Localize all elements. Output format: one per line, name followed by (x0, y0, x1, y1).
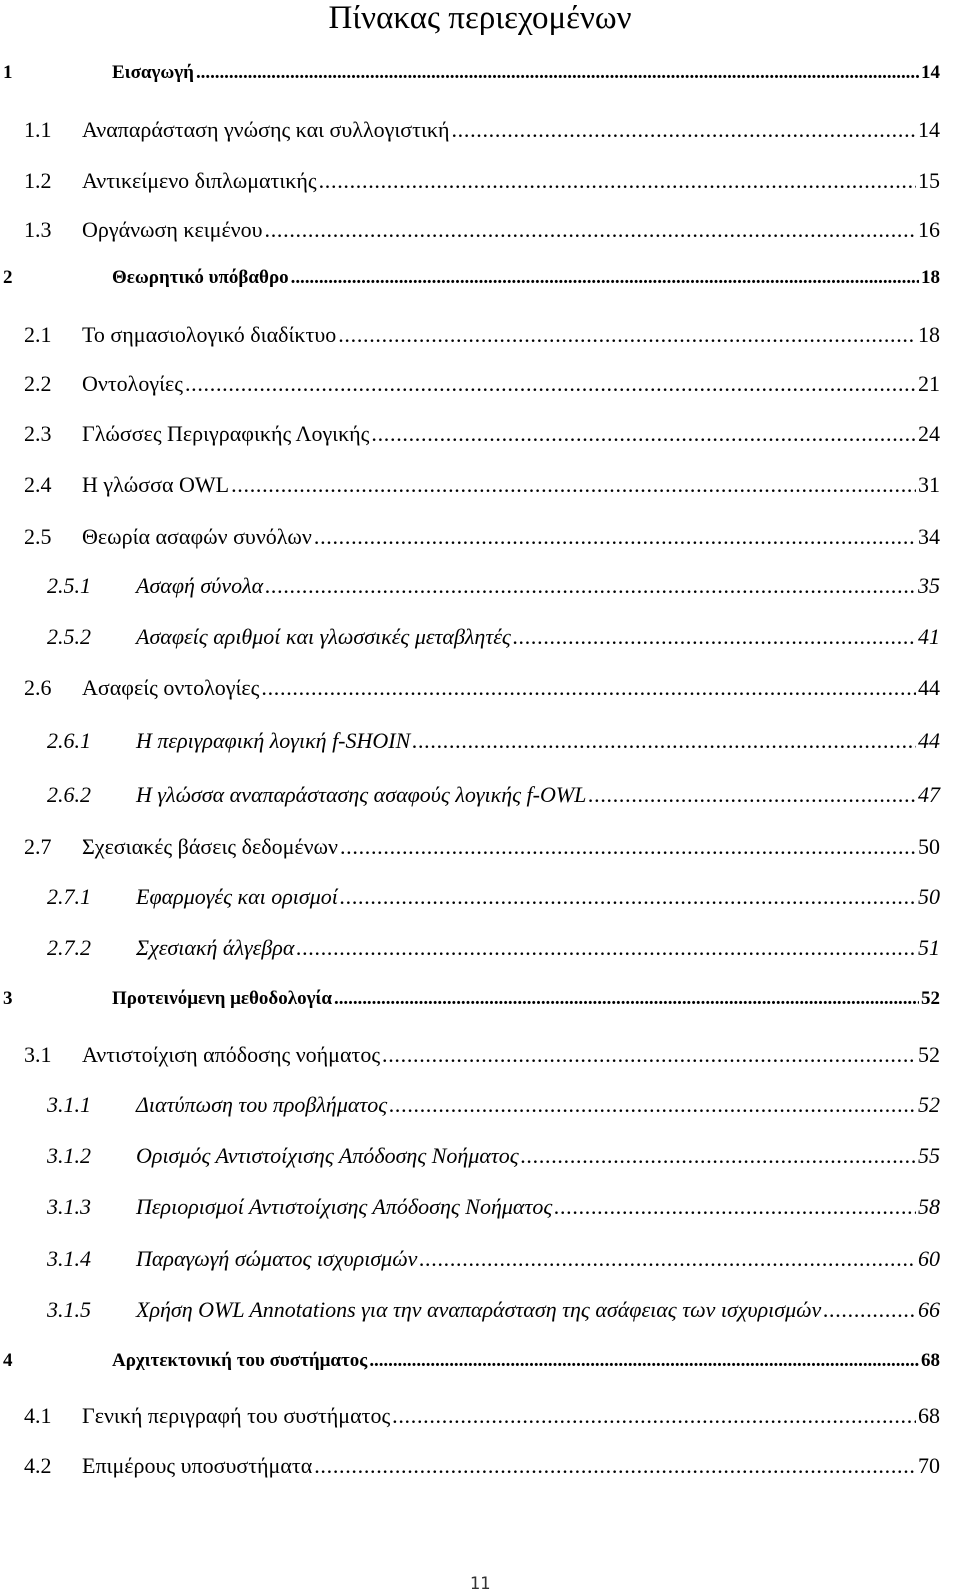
dot-leader (369, 1350, 919, 1372)
toc-entry-page: 14 (918, 117, 940, 142)
dot-leader (588, 782, 916, 808)
dot-leader (340, 834, 916, 860)
dot-leader (389, 1092, 916, 1118)
dot-leader (412, 728, 916, 754)
dot-leader (185, 371, 916, 397)
dot-leader (265, 217, 916, 243)
dot-leader (419, 1246, 916, 1272)
toc-entry-number: 2.5.2 (47, 624, 91, 649)
dot-leader (521, 1143, 916, 1169)
toc-entry-title: Γενική περιγραφή του συστήματος (82, 1403, 391, 1428)
dot-leader (513, 624, 916, 650)
dot-leader (196, 62, 919, 84)
toc-entry-page: 52 (918, 1042, 940, 1067)
toc-entry-title: Η γλώσσα αναπαράστασης ασαφούς λογικής f-OWL (136, 782, 587, 807)
toc-entry-page: 34 (918, 524, 940, 549)
toc-entry-number: 4.2 (24, 1453, 52, 1478)
toc-entry-number: 4.1 (24, 1403, 52, 1428)
dot-leader (338, 322, 916, 348)
toc-entry-page: 16 (918, 217, 940, 242)
toc-entry-page: 18 (921, 267, 940, 288)
toc-entry-number: 2.6.1 (47, 728, 91, 753)
dot-leader (291, 267, 919, 289)
toc-entry-number: 4 (3, 1350, 13, 1371)
toc-entry-number: 2.7.2 (47, 935, 91, 960)
toc-entry-number: 2.7 (24, 834, 52, 859)
dot-leader (392, 1403, 916, 1429)
toc-entry-title: Οντολογίες (82, 371, 183, 396)
toc-entry-page: 21 (918, 371, 940, 396)
toc-entry-page: 52 (918, 1092, 940, 1117)
toc-entry-title: Σχεσιακή άλγεβρα (136, 935, 295, 960)
toc-entry-page: 44 (918, 675, 940, 700)
toc-entry-title: Περιορισμοί Αντιστοίχισης Απόδοσης Νοήματος (136, 1194, 553, 1219)
toc-entry-page: 50 (918, 884, 940, 909)
toc-entry-number: 2.7.1 (47, 884, 91, 909)
toc-entry-page: 18 (918, 322, 940, 347)
toc-entry-title: Διατύπωση του προβλήματος (136, 1092, 388, 1117)
toc-entry-title: Το σημασιολογικό διαδίκτυο (82, 322, 337, 347)
dot-leader (371, 421, 916, 447)
dot-leader (314, 1453, 916, 1479)
dot-leader (334, 988, 919, 1010)
toc-entry-number: 2.3 (24, 421, 52, 446)
dot-leader (340, 884, 916, 910)
toc-entry-number: 2.6.2 (47, 782, 91, 807)
toc-entry-page: 51 (918, 935, 940, 960)
toc-entry-page: 35 (918, 573, 940, 598)
page-title: Πίνακας περιεχομένων (328, 0, 632, 36)
toc-entry-title: Αναπαράσταση γνώσης και συλλογιστική (82, 117, 450, 142)
toc-entry-title: Προτεινόμενη μεθοδολογία (112, 988, 333, 1009)
toc-entry-title: Εφαρμογές και ορισμοί (136, 884, 338, 909)
toc-entry-page: 58 (918, 1194, 940, 1219)
toc-entry-number: 2.4 (24, 472, 52, 497)
toc-entry-page: 68 (918, 1403, 940, 1428)
toc-entry-number: 1.1 (24, 117, 52, 142)
dot-leader (261, 675, 916, 701)
toc-entry-page: 15 (918, 168, 940, 193)
toc-entry-title: Ασαφή σύνολα (136, 573, 264, 598)
toc-entry-page: 60 (918, 1246, 940, 1271)
toc-entry-title: Θεωρία ασαφών συνόλων (82, 524, 312, 549)
toc-entry-title: Αντικείμενο διπλωματικής (82, 168, 317, 193)
dot-leader (296, 935, 916, 961)
toc-entry-title: Γλώσσες Περιγραφικής Λογικής (82, 421, 370, 446)
toc-entry-number: 1.3 (24, 217, 52, 242)
dot-leader (451, 117, 916, 143)
toc-entry-page: 41 (918, 624, 940, 649)
toc-entry-title: Η γλώσσα OWL (82, 472, 230, 497)
toc-entry-title: Η περιγραφική λογική f-SHOIN (136, 728, 411, 753)
toc-entry-page: 31 (918, 472, 940, 497)
toc-entry-page: 52 (921, 988, 940, 1009)
toc-entry-number: 3.1 (24, 1042, 52, 1067)
toc-entry-number: 2.2 (24, 371, 52, 396)
toc-entry-number: 1.2 (24, 168, 52, 193)
toc-entry-page: 70 (918, 1453, 940, 1478)
toc-entry-title: Θεωρητικό υπόβαθρο (112, 267, 289, 288)
toc-entry-title: Επιμέρους υποσυστήματα (82, 1453, 313, 1478)
dot-leader (382, 1042, 916, 1068)
toc-entry-page: 44 (918, 728, 940, 753)
toc-entry-title: Αντιστοίχιση απόδοσης νοήματος (82, 1042, 381, 1067)
toc-entry-page: 47 (918, 782, 940, 807)
dot-leader (231, 472, 916, 498)
toc-entry-number: 3.1.5 (47, 1297, 91, 1322)
toc-entry-page: 55 (918, 1143, 940, 1168)
toc-entry-page: 50 (918, 834, 940, 859)
toc-entry-page: 14 (921, 62, 940, 83)
toc-entry-title: Σχεσιακές βάσεις δεδομένων (82, 834, 338, 859)
toc-entry-number: 2.5 (24, 524, 52, 549)
dot-leader (314, 524, 916, 550)
toc-entry-page: 68 (921, 1350, 940, 1371)
toc-entry-title: Ορισμός Αντιστοίχισης Απόδοσης Νοήματος (136, 1143, 519, 1168)
toc-entry-title: Αρχιτεκτονική του συστήματος (112, 1350, 368, 1371)
toc-entry-title: Παραγωγή σώματος ισχυρισμών (136, 1246, 418, 1271)
toc-entry-page: 66 (918, 1297, 940, 1322)
toc-entry-page: 24 (918, 421, 940, 446)
toc-entry-title: Ασαφείς αριθμοί και γλωσσικές μεταβλητές (136, 624, 511, 649)
toc-entry-number: 3 (3, 988, 13, 1009)
toc-entry-number: 1 (3, 62, 13, 83)
toc-entry-number: 2.1 (24, 322, 52, 347)
toc-entry-number: 2 (3, 267, 13, 288)
toc-entry-number: 3.1.2 (47, 1143, 91, 1168)
toc-entry-title: Οργάνωση κειμένου (82, 217, 263, 242)
toc-entry-number: 2.6 (24, 675, 52, 700)
toc-entry-number: 3.1.3 (47, 1194, 91, 1219)
toc-entry-title: Χρήση OWL Annotations για την αναπαράσταση της ασάφειας των ισχυρισμών (136, 1297, 822, 1322)
toc-entry-number: 3.1.1 (47, 1092, 91, 1117)
dot-leader (319, 168, 916, 194)
toc-entry-title: Εισαγωγή (112, 62, 194, 83)
toc-entry-number: 2.5.1 (47, 573, 91, 598)
dot-leader (823, 1297, 916, 1323)
page-number: 11 (469, 1574, 491, 1594)
toc-entry-title: Ασαφείς οντολογίες (82, 675, 260, 700)
dot-leader (554, 1194, 916, 1220)
dot-leader (265, 573, 916, 599)
toc-entry-number: 3.1.4 (47, 1246, 91, 1271)
